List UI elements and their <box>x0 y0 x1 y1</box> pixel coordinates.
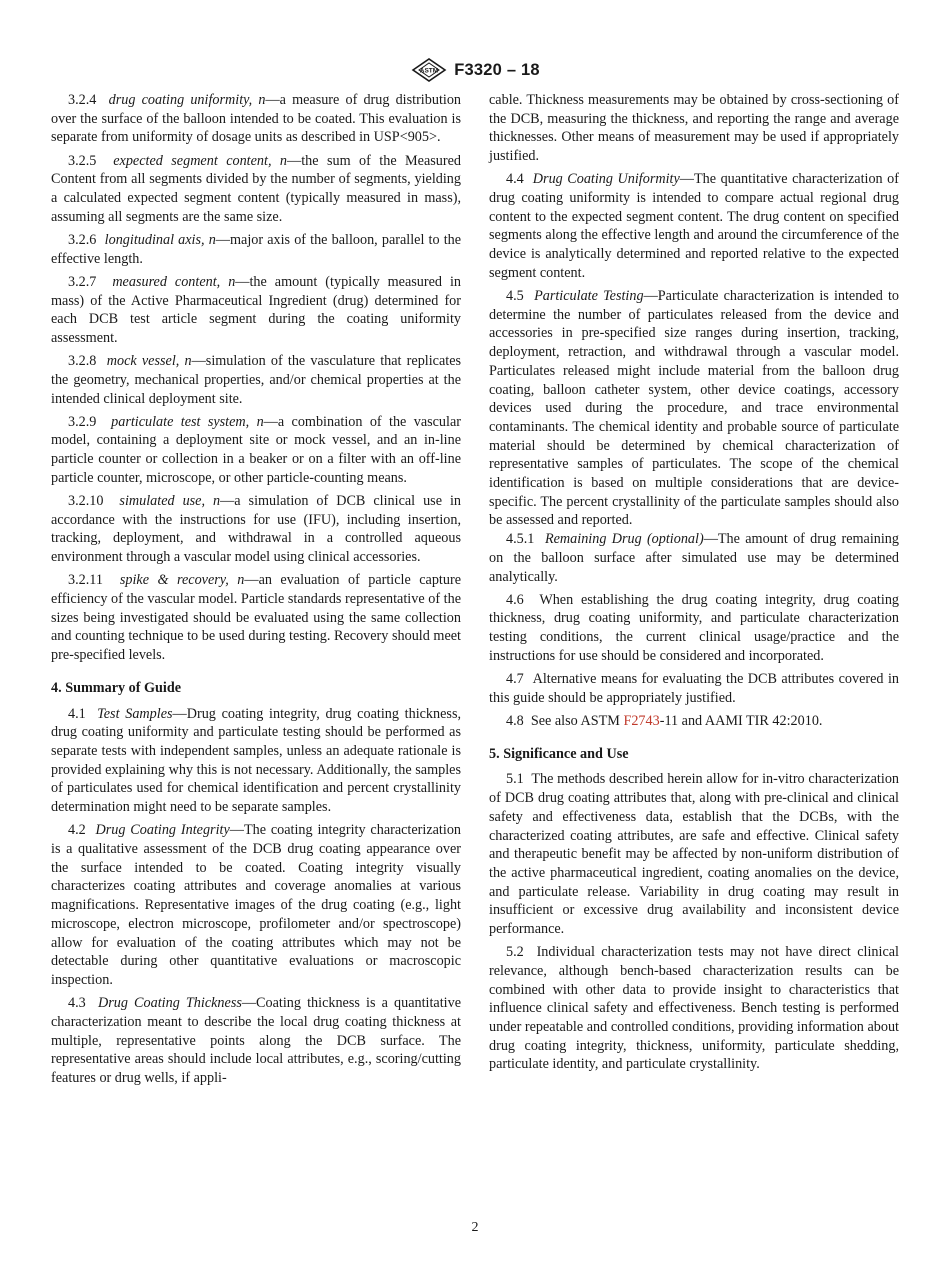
section-3-2-11: 3.2.11 spike & recovery, n—an evaluation of particle capture efficiency of the vascular model. Particle standards representative of the sizes being investigated should be evaluated using the same collection and counting technique to be used during testing. Recovery should meet pre-specified levels. <box>51 572 461 664</box>
section-4-heading: 4. Summary of Guide <box>51 679 182 696</box>
page-number: 2 <box>471 1220 479 1235</box>
section-5-heading: 5. Significance and Use <box>489 745 629 762</box>
document-designation: F3320 – 18 <box>454 60 540 79</box>
section-4-5-1: 4.5.1 Remaining Drug (optional)—The amount of drug remaining on the balloon surface after simulated use may be determined analytically. <box>489 531 899 585</box>
section-3-2-5: 3.2.5 expected segment content, n—the sum of the Measured Content from all segments divided by the number of segments, yielding a calculated expected segment content (typically measured in mass), assuming all segments are the same size. <box>51 152 462 225</box>
section-5-2: 5.2 Individual characterization tests may not have direct clinical relevance, although bench-based characterization results can be combined with other data to provide insight to characteristics that influence clinical safety and effectiveness. Bench testing is performed under repeatable and controlled conditions, providing information about drug coating integrity, thickness, uniformity, particulate shedding, particulate identity, and particulate crystallinity. <box>489 944 899 1073</box>
section-4-6: 4.6 When establishing the drug coating integrity, drug coating thickness, drug coating uniformity, and particulate characterization testing conditions, the current clinical usage/practice and the instructions for use should be considered and incorporated. <box>489 591 900 664</box>
left-column <box>51 91 461 1088</box>
astm-logo-icon <box>410 57 448 83</box>
section-3-2-7: 3.2.7 measured content, n—the amount (typically measured in mass) of the Active Pharmaceutical Ingredient (drug) determined for each DCB test article segment during the coating uniformity assessment. <box>51 273 462 346</box>
section-4-7: 4.7 Alternative means for evaluating the DCB attributes covered in this guide should be appropriately justified. <box>489 671 899 706</box>
page-header <box>0 55 950 85</box>
section-4-3-continued: cable. Thickness measurements may be obtained by cross-sectioning of the DCB, measuring the thickness, and reporting the range and average thicknesses. Other means of measurement may be used if appropriately justified. <box>489 92 899 165</box>
section-4-3: 4.3 Drug Coating Thickness—Coating thickness is a quantitative characterization meant to describe the local drug coating thickness at multiple, representative points along the DCB surface. The representative areas should include local attributes, e.g., scoring/cutting features or drug wells, if appli- <box>51 995 461 1086</box>
f2743-link[interactable]: F2743 <box>623 713 660 729</box>
section-3-2-10: 3.2.10 simulated use, n—a simulation of DCB clinical use in accordance with the instructions for use (IFU), including insertion, tracking, deployment, and withdrawal in a controlled aqueous environment through a vascular model using clinical accessories. <box>51 493 462 566</box>
section-5-1: 5.1 The methods described herein allow for in-vitro characterization of DCB drug coating attributes that, along with pre-clinical and clinical safety and effectiveness data, establish that the DCBs, with the characterized coating attributes, are safe and effective. Clinical safety and therapeutic benefit may be affected by non-uniform distribution of the active pharmaceutical ingredient, coating anomalies on the device, and particulate release. Variability in drug coating may result in insufficient or excessive drug availability and inconsistent device performance. <box>489 771 900 938</box>
section-3-2-6: 3.2.6 longitudinal axis, n—major axis of the balloon, parallel to the effective length. <box>51 231 462 267</box>
section-3-2-8: 3.2.8 mock vessel, n—simulation of the vasculature that replicates the geometry, mechanical properties, and/or chemical properties at the intended clinical deployment site. <box>51 353 462 407</box>
right-column <box>489 91 899 1079</box>
section-4-8: 4.8 See also ASTM F2743-11 and AAMI TIR 42:2010. <box>506 713 823 729</box>
section-4-4: 4.4 Drug Coating Uniformity—The quantitative characterization of drug coating uniformity is intended to compare actual regional drug content to the expected segment content. The drug content on specified segments along the effective length and around the circumference of the device is analytically determined and reported relative to the expected segment content. <box>489 171 899 281</box>
section-3-2-9: 3.2.9 particulate test system, n—a combination of the vascular model, containing a deployment site or mock vessel, and an in-line particle counter or collection in a beaker or on a filter with an off-line particle counter, microscope, or other particle-counting means. <box>51 413 461 486</box>
section-4-2: 4.2 Drug Coating Integrity—The coating integrity characterization is a qualitative assessment of the DCB drug coating appearance over the surface intended to be coated. Coating integrity visually characterizes coating attributes and coverage anomalies at various magnifications. Representative images of the drug coating (e.g., light microscope, electron microscope, profilometer and/or spectroscope) allow for evaluation of the coating attributes which may not be detectable during other quantitative evaluations or macroscopic inspection. <box>51 822 462 988</box>
section-4-5: 4.5 Particulate Testing—Particulate characterization is intended to determine the number of particulates released from the device and accessories in pre-specified size ranges during insertion, tracking, deployment, retraction, and withdrawal through a vascular model. Particulates released might include material from the balloon drug coating, balloon catheter system, other device coatings, accessory devices used during the procedure, and trace environmental contaminants. The chemical identity and probable source of particulate material should be determined by chemical characterization of representative samples of particulates. The scope of the chemical identification is based on multiple considerations that are device-specific. The percent crystallinity of the particulate samples should also be assessed and reported. <box>489 288 900 529</box>
section-4-1: 4.1 Test Samples—Drug coating integrity, drug coating thickness, drug coating uniformity and particulate testing should be performed as separate tests with independent samples, unless an adequate rationale is provided explaining why this is not necessary. Additionally, the samples of particulates used for chemical identification and percent crystallinity determination might need to be separate samples. <box>51 705 462 816</box>
section-3-2-4: 3.2.4 drug coating uniformity, n—a measure of drug distribution over the surface of the balloon intended to be coated. This evaluation is separate from uniformity of dosage units as described in USP<905>. <box>51 92 462 146</box>
astm-logo-text: ASTM <box>420 67 439 75</box>
